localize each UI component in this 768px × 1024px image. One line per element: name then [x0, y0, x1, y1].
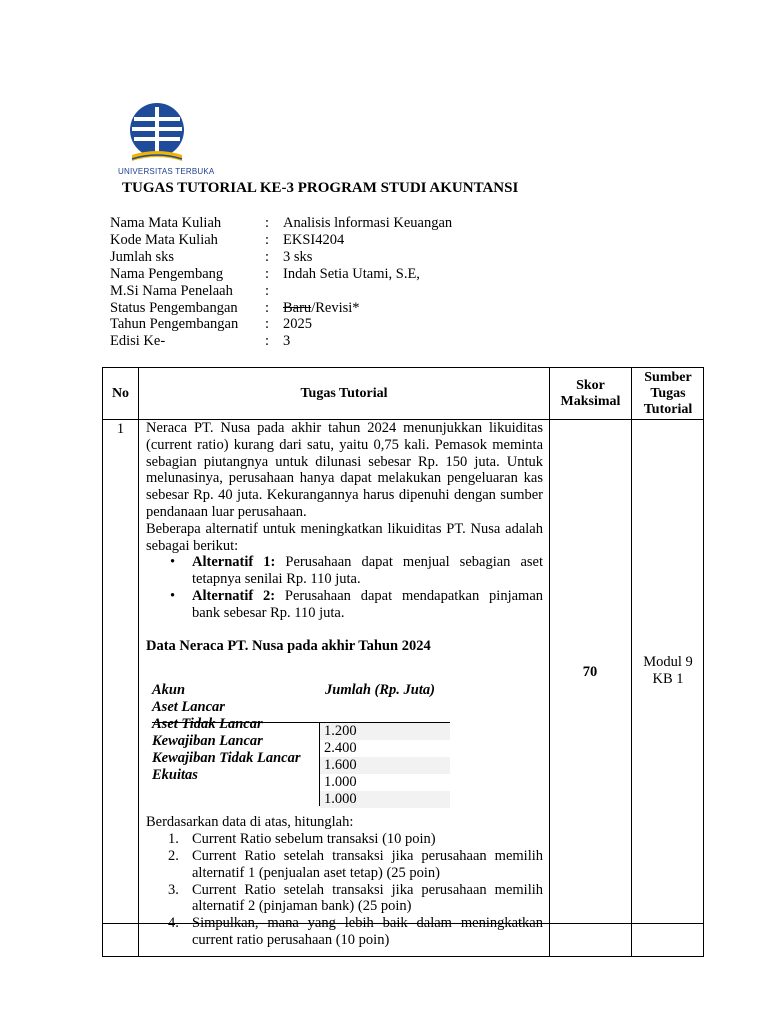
meta-row-reviewer: [110, 283, 452, 300]
question-intro: Berdasarkan data di atas, hitunglah:: [146, 814, 354, 831]
balance-header-jumlah: Jumlah (Rp. Juta): [325, 682, 435, 699]
question-number: 2.: [168, 847, 179, 864]
question-number: 1.: [168, 831, 179, 848]
balance-account: Kewajiban Lancar: [152, 733, 263, 750]
source-module-line: KB 1: [652, 670, 684, 687]
list-item: [146, 554, 543, 588]
meta-label: Nama Pengembang: [110, 265, 224, 282]
header-no: No: [111, 386, 130, 401]
question-text: Current Ratio sebelum transaksi (10 poin): [192, 831, 436, 848]
alternative-label: Alternatif 1:: [192, 554, 276, 571]
meta-colon: :: [265, 333, 270, 350]
balance-value: 1.600: [320, 757, 450, 774]
meta-value-struck: Baru: [283, 299, 312, 316]
balance-account: Aset Lancar: [152, 699, 225, 716]
balance-account: Kewajiban Tidak Lancar: [152, 750, 301, 767]
alternatives-list: [146, 554, 543, 621]
row-number: 1: [116, 421, 125, 437]
meta-colon: :: [265, 231, 270, 248]
meta-value: 2025: [283, 316, 312, 333]
meta-colon: :: [265, 265, 270, 282]
question-text: Simpulkan, mana yang lebih baik dalam meningkatkan current ratio perusahaan (10 poin): [192, 915, 543, 948]
meta-value: 3: [283, 333, 291, 350]
meta-value: Indah Setia Utami, S.E,: [283, 265, 420, 282]
meta-row-course-name: [110, 215, 452, 232]
meta-label: Status Pengembangan: [110, 299, 238, 316]
header-sumber: Sumber Tugas Tutorial: [643, 370, 693, 417]
task-content: [146, 420, 543, 949]
list-item: [146, 915, 543, 949]
balance-header-akun: Akun: [152, 682, 186, 699]
course-info: [110, 215, 452, 350]
list-item: [146, 848, 543, 882]
header-tugas: Tugas Tutorial: [300, 386, 388, 401]
meta-label: Nama Mata Kuliah: [110, 215, 222, 231]
meta-value: 3 sks: [283, 248, 313, 265]
task-paragraph: Beberapa alternatif untuk meningkatkan likuiditas PT. Nusa adalah sebagai berikut:: [146, 520, 543, 554]
meta-row-credits: [110, 249, 452, 266]
source-module-line: Modul 9: [643, 654, 693, 670]
meta-colon: :: [265, 299, 270, 316]
meta-label: Kode Mata Kuliah: [110, 231, 218, 248]
meta-colon: :: [265, 282, 270, 299]
max-score: 70: [582, 664, 598, 680]
list-item: [146, 831, 543, 848]
document-title: TUGAS TUTORIAL KE-3 PROGRAM STUDI AKUNTANSI: [122, 180, 519, 196]
alternative-label: Alternatif 2:: [192, 587, 276, 604]
list-item: [146, 882, 543, 916]
questions-list: [146, 831, 543, 949]
question-text: Current Ratio setelah transaksi jika perusahaan memilih alternatif 1 (penjualan aset tetap) (25 poin): [192, 847, 543, 881]
meta-colon: :: [265, 316, 270, 333]
meta-value: Analisis lnformasi Keuangan: [283, 215, 453, 231]
task-paragraph: Neraca PT. Nusa pada akhir tahun 2024 menunjukkan likuiditas (current ratio) kurang dari satu, yaitu 0,75 kali. Pemasok meminta sebagian piutangnya untuk dilunasi sebesar Rp. 150 juta. Untuk melunasinya, perusahaan hanya dapat melakukan pengeluaran kas sebesar Rp. 40 juta. Kekurangannya harus dipenuhi dengan sumber pendanaan luar perusahaan.: [146, 420, 543, 520]
meta-value: /Revisi*: [311, 299, 360, 316]
column-divider: [549, 368, 550, 956]
question-number: 4.: [168, 915, 179, 932]
balance-value: 2.400: [324, 740, 357, 757]
alternative-text: Perusahaan dapat menjual sebagian aset tetapnya senilai Rp. 110 juta.: [192, 554, 543, 588]
meta-row-status: [110, 300, 452, 317]
meta-colon: :: [265, 215, 270, 231]
column-divider: [138, 368, 139, 956]
meta-value: EKSI4204: [283, 231, 345, 248]
meta-label: Edisi Ke-: [110, 333, 166, 350]
balance-value: 1.200: [320, 723, 450, 740]
meta-label: M.Si Nama Penelaah: [110, 282, 233, 299]
balance-value: 1.000: [324, 774, 357, 791]
source-module: [632, 654, 704, 687]
meta-label: Tahun Pengembangan: [110, 316, 239, 333]
tutorial-table: [102, 367, 704, 957]
alternative-text: Perusahaan dapat mendapatkan pinjaman bank sebesar Rp. 110 juta.: [192, 587, 544, 621]
header-skor: Skor Maksimal: [560, 378, 621, 409]
balance-account: Ekuitas: [152, 767, 198, 784]
logo-text: UNIVERSITAS TERBUKA: [118, 167, 215, 176]
question-text: Current Ratio setelah transaksi jika perusahaan memilih alternatif 2 (pinjaman bank) (25 poin): [192, 881, 543, 915]
meta-colon: :: [265, 248, 270, 265]
question-number: 3.: [168, 881, 179, 898]
balance-sheet-table: [146, 666, 543, 808]
data-title: Data Neraca PT. Nusa pada akhir Tahun 2024: [146, 637, 431, 654]
meta-row-year: [110, 316, 452, 333]
meta-row-developer: [110, 266, 452, 283]
meta-row-course-code: [110, 232, 452, 249]
meta-label: Jumlah sks: [110, 248, 175, 265]
meta-row-edition: [110, 333, 452, 350]
balance-value: 1.000: [320, 791, 450, 808]
list-item: [146, 588, 543, 622]
balance-account: Aset Tidak Lancar: [152, 716, 263, 733]
